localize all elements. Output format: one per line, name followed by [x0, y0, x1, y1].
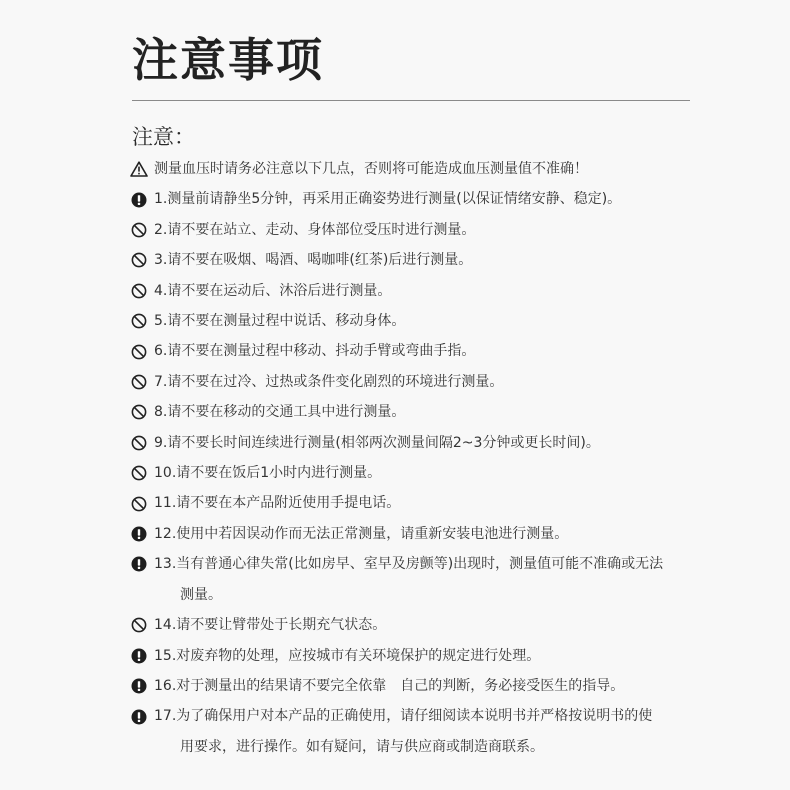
prohibited-icon: [130, 488, 148, 518]
notice-list: [130, 154, 730, 762]
exclamation-icon: [130, 671, 148, 701]
notice-text: [154, 458, 381, 488]
notice-text: [154, 428, 600, 458]
notice-text: [154, 519, 568, 549]
notice-item: [130, 519, 730, 549]
prohibited-icon: [130, 306, 148, 336]
page-title: 注意事项: [132, 33, 324, 87]
notice-text-line: 2.请不要在站立、走动、身体部位受压时进行测量。: [154, 221, 476, 238]
notice-text-line: 6.请不要在测量过程中移动、抖动手臂或弯曲手指。: [154, 343, 476, 360]
notice-item: [130, 215, 730, 245]
prohibited-icon: [130, 245, 148, 275]
notice-item: [130, 488, 730, 518]
notice-text-line: 17.为了确保用户对本产品的正确使用，请仔细阅读本说明书并严格按说明书的使: [154, 708, 653, 725]
notice-item: [130, 671, 730, 701]
notice-text-line: 10.请不要在饭后1小时内进行测量。: [154, 465, 382, 482]
notice-text-line: 16.对于测量出的结果请不要完全依靠 自己的判断，务必接受医生的指导。: [154, 677, 625, 694]
notice-text-line: 5.请不要在测量过程中说话、移动身体。: [154, 313, 406, 330]
notice-item: [130, 154, 730, 184]
notice-item: [130, 184, 730, 214]
notice-text-continuation: 测量。: [180, 586, 222, 603]
notice-heading: 注意：: [132, 125, 195, 149]
notice-text: [154, 610, 386, 640]
notice-item: [130, 458, 730, 488]
prohibited-icon: [130, 428, 148, 458]
notice-text-line: 15.对废弃物的处理，应按城市有关环境保护的规定进行处理。: [154, 647, 541, 664]
notice-item: [130, 245, 730, 275]
prohibited-icon: [130, 458, 148, 488]
notice-text-continuation: 用要求，进行操作。如有疑问，请与供应商或制造商联系。: [180, 738, 544, 755]
notice-item: [130, 701, 730, 762]
prohibited-icon: [130, 215, 148, 245]
notice-text: [154, 397, 405, 427]
prohibited-icon: [130, 397, 148, 427]
notice-item: [130, 428, 730, 458]
notice-text-line: 12.使用中若因误动作而无法正常测量，请重新安装电池进行测量。: [154, 525, 569, 542]
notice-item: [130, 549, 730, 610]
exclamation-icon: [130, 641, 148, 671]
notice-text-line: 13.当有普通心律失常(比如房早、室早及房颤等)出现时，测量值可能不准确或无法: [154, 556, 664, 573]
notice-text: [154, 306, 405, 336]
notice-text-line: 7.请不要在过冷、过热或条件变化剧烈的环境进行测量。: [154, 373, 504, 390]
notice-text: [154, 367, 503, 397]
notice-text-line: 4.请不要在运动后、沐浴后进行测量。: [154, 282, 392, 299]
exclamation-icon: [130, 184, 148, 214]
prohibited-icon: [130, 336, 148, 366]
notice-text: [154, 154, 588, 184]
prohibited-icon: [130, 276, 148, 306]
notice-text-line: 14.请不要让臂带处于长期充气状态。: [154, 617, 387, 634]
notice-item: [130, 367, 730, 397]
notice-text: [154, 549, 663, 610]
notice-text: [154, 336, 475, 366]
notice-item: [130, 276, 730, 306]
exclamation-icon: [130, 701, 148, 731]
notice-text: [154, 215, 475, 245]
notice-item: [130, 641, 730, 671]
notice-text: [154, 276, 391, 306]
notice-text-line: 1.测量前请静坐5分钟，再采用正确姿势进行测量(以保证情绪安静、稳定)。: [154, 191, 622, 208]
notice-item: [130, 397, 730, 427]
notice-text: [154, 488, 400, 518]
exclamation-icon: [130, 519, 148, 549]
title-divider: [132, 100, 690, 101]
prohibited-icon: [130, 367, 148, 397]
notice-text: [154, 701, 652, 762]
notice-text-line: 测量血压时请务必注意以下几点，否则将可能造成血压测量值不准确！: [154, 161, 588, 177]
notice-text: [154, 641, 540, 671]
notice-text-line: 8.请不要在移动的交通工具中进行测量。: [154, 404, 406, 421]
notice-item: [130, 336, 730, 366]
notice-text-line: 9.请不要长时间连续进行测量(相邻两次测量间隔2~3分钟或更长时间)。: [154, 434, 600, 451]
exclamation-icon: [130, 549, 148, 579]
notice-text-line: 3.请不要在吸烟、喝酒、喝咖啡(红茶)后进行测量。: [154, 252, 473, 269]
notice-text: [154, 184, 621, 214]
notice-text: [154, 671, 624, 701]
notice-item: [130, 306, 730, 336]
notice-text: [154, 245, 472, 275]
prohibited-icon: [130, 610, 148, 640]
notice-item: [130, 610, 730, 640]
warning-icon: [130, 154, 148, 184]
notice-text-line: 11.请不要在本产品附近使用手提电话。: [154, 495, 401, 512]
